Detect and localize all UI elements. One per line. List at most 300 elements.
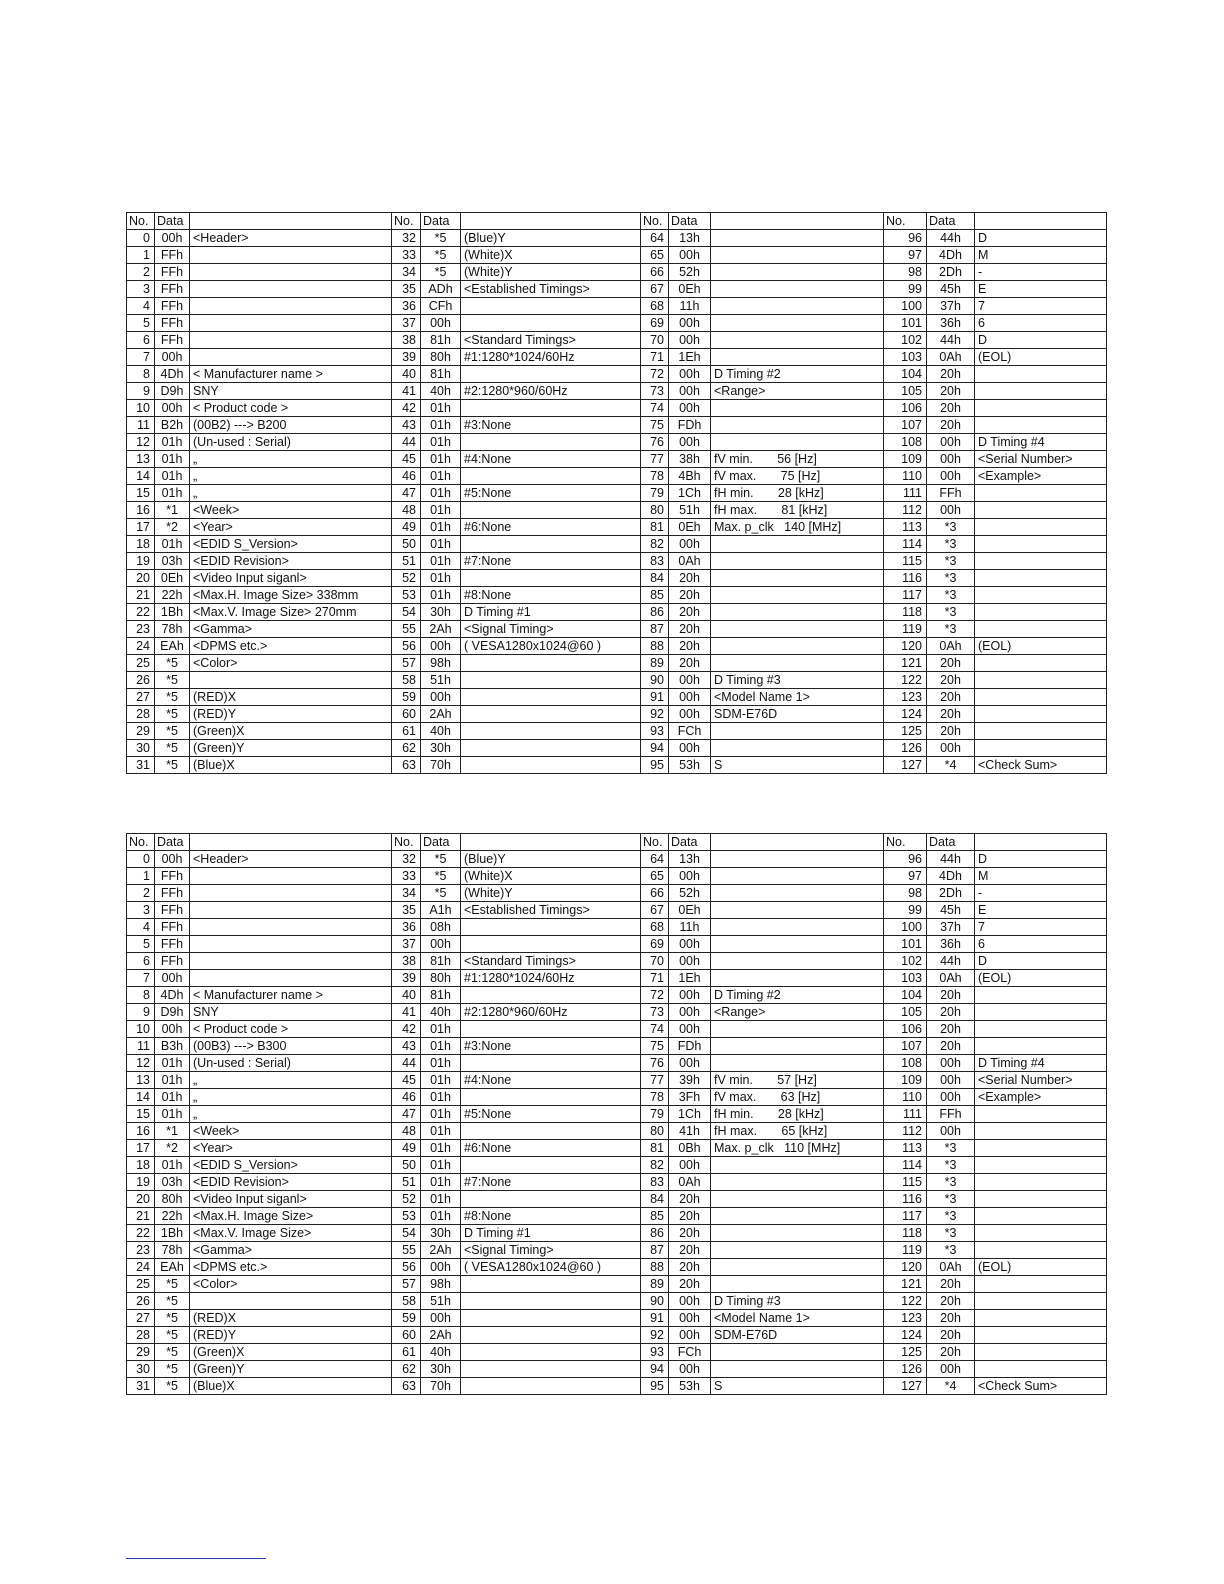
byte-number-cell: 42	[392, 1021, 421, 1038]
byte-value-cell: 20h	[927, 1344, 975, 1361]
table-row	[127, 281, 1107, 298]
byte-value-cell: 01h	[155, 1106, 190, 1123]
byte-description-cell: <Range>	[711, 383, 884, 400]
byte-description-cell: D	[975, 332, 1107, 349]
column-header-no: No.	[392, 834, 421, 851]
byte-number-cell: 85	[641, 1208, 669, 1225]
byte-value-cell: 01h	[155, 1089, 190, 1106]
byte-value-cell: *5	[155, 1310, 190, 1327]
byte-description-cell: ( VESA1280x1024@60 )	[461, 1259, 641, 1276]
byte-value-cell: *5	[155, 689, 190, 706]
byte-number-cell: 127	[884, 1378, 927, 1395]
byte-number-cell: 101	[884, 936, 927, 953]
byte-number-cell: 70	[641, 332, 669, 349]
byte-description-cell: <Header>	[190, 851, 392, 868]
byte-description-cell	[975, 553, 1107, 570]
byte-description-cell: 6	[975, 936, 1107, 953]
header-row	[127, 213, 1107, 230]
table-row	[127, 366, 1107, 383]
byte-value-cell: 81h	[421, 953, 461, 970]
byte-number-cell: 4	[127, 298, 155, 315]
byte-value-cell: *5	[155, 706, 190, 723]
byte-value-cell: 20h	[927, 1038, 975, 1055]
byte-number-cell: 37	[392, 936, 421, 953]
byte-description-cell	[461, 740, 641, 757]
byte-number-cell: 109	[884, 1072, 927, 1089]
byte-description-cell	[711, 919, 884, 936]
byte-value-cell: 1Bh	[155, 1225, 190, 1242]
byte-value-cell: 00h	[669, 366, 711, 383]
byte-number-cell: 21	[127, 1208, 155, 1225]
byte-value-cell: CFh	[421, 298, 461, 315]
byte-number-cell: 81	[641, 519, 669, 536]
column-header-description	[711, 213, 884, 230]
byte-number-cell: 25	[127, 655, 155, 672]
byte-value-cell: 98h	[421, 1276, 461, 1293]
byte-value-cell: 00h	[669, 1055, 711, 1072]
byte-value-cell: 00h	[669, 706, 711, 723]
byte-value-cell: 30h	[421, 1361, 461, 1378]
byte-description-cell	[461, 570, 641, 587]
byte-value-cell: 4Dh	[155, 987, 190, 1004]
byte-value-cell: 3Fh	[669, 1089, 711, 1106]
byte-description-cell	[461, 672, 641, 689]
byte-number-cell: 39	[392, 349, 421, 366]
byte-number-cell: 60	[392, 706, 421, 723]
byte-description-cell: #5:None	[461, 485, 641, 502]
byte-value-cell: FFh	[155, 298, 190, 315]
byte-number-cell: 98	[884, 264, 927, 281]
byte-description-cell: D	[975, 851, 1107, 868]
byte-description-cell: <Max.H. Image Size> 338mm	[190, 587, 392, 604]
byte-number-cell: 51	[392, 1174, 421, 1191]
byte-value-cell: 2Dh	[927, 264, 975, 281]
byte-description-cell: (00B2) ---> B200	[190, 417, 392, 434]
byte-number-cell: 74	[641, 1021, 669, 1038]
byte-number-cell: 59	[392, 1310, 421, 1327]
byte-description-cell	[975, 383, 1107, 400]
byte-number-cell: 106	[884, 1021, 927, 1038]
byte-number-cell: 7	[127, 349, 155, 366]
byte-number-cell: 28	[127, 706, 155, 723]
byte-value-cell: 01h	[421, 468, 461, 485]
byte-description-cell: <Week>	[190, 1123, 392, 1140]
byte-value-cell: 20h	[669, 1276, 711, 1293]
byte-description-cell: D	[975, 953, 1107, 970]
byte-description-cell	[711, 400, 884, 417]
byte-description-cell: (White)X	[461, 247, 641, 264]
byte-value-cell: 22h	[155, 587, 190, 604]
byte-description-cell	[711, 434, 884, 451]
byte-value-cell: 00h	[421, 315, 461, 332]
byte-number-cell: 87	[641, 621, 669, 638]
byte-value-cell: 00h	[421, 1259, 461, 1276]
byte-description-cell	[975, 706, 1107, 723]
byte-number-cell: 83	[641, 553, 669, 570]
byte-value-cell: *3	[927, 553, 975, 570]
edid-table-1	[126, 212, 1107, 774]
byte-number-cell: 104	[884, 987, 927, 1004]
byte-number-cell: 36	[392, 919, 421, 936]
column-header-data: Data	[421, 834, 461, 851]
byte-number-cell: 9	[127, 383, 155, 400]
byte-number-cell: 95	[641, 1378, 669, 1395]
byte-value-cell: 20h	[927, 672, 975, 689]
byte-value-cell: 20h	[669, 621, 711, 638]
table-row	[127, 1361, 1107, 1378]
byte-number-cell: 70	[641, 953, 669, 970]
byte-value-cell: *3	[927, 1191, 975, 1208]
byte-description-cell	[711, 332, 884, 349]
byte-number-cell: 1	[127, 247, 155, 264]
byte-number-cell: 11	[127, 417, 155, 434]
byte-value-cell: 00h	[669, 1157, 711, 1174]
byte-number-cell: 5	[127, 936, 155, 953]
byte-number-cell: 75	[641, 417, 669, 434]
byte-value-cell: 70h	[421, 757, 461, 774]
byte-description-cell: <Example>	[975, 468, 1107, 485]
byte-number-cell: 113	[884, 519, 927, 536]
byte-number-cell: 122	[884, 672, 927, 689]
byte-value-cell: 00h	[927, 1123, 975, 1140]
byte-number-cell: 74	[641, 400, 669, 417]
byte-description-cell	[975, 655, 1107, 672]
byte-value-cell: 01h	[421, 400, 461, 417]
byte-value-cell: 4Bh	[669, 468, 711, 485]
byte-value-cell: *5	[155, 1327, 190, 1344]
byte-description-cell	[711, 1225, 884, 1242]
byte-number-cell: 16	[127, 1123, 155, 1140]
byte-description-cell: E	[975, 902, 1107, 919]
byte-number-cell: 43	[392, 1038, 421, 1055]
byte-value-cell: *5	[155, 723, 190, 740]
byte-description-cell	[461, 1378, 641, 1395]
byte-value-cell: 20h	[669, 1242, 711, 1259]
byte-number-cell: 102	[884, 332, 927, 349]
byte-number-cell: 51	[392, 553, 421, 570]
byte-value-cell: FCh	[669, 723, 711, 740]
byte-number-cell: 26	[127, 1293, 155, 1310]
byte-value-cell: 01h	[421, 1123, 461, 1140]
table-row	[127, 1055, 1107, 1072]
byte-description-cell	[461, 987, 641, 1004]
byte-value-cell: 40h	[421, 723, 461, 740]
byte-number-cell: 81	[641, 1140, 669, 1157]
byte-number-cell: 76	[641, 1055, 669, 1072]
byte-number-cell: 101	[884, 315, 927, 332]
byte-number-cell: 124	[884, 706, 927, 723]
byte-description-cell	[461, 400, 641, 417]
byte-number-cell: 115	[884, 553, 927, 570]
table-row	[127, 298, 1107, 315]
byte-value-cell: 00h	[669, 740, 711, 757]
byte-number-cell: 82	[641, 536, 669, 553]
byte-number-cell: 18	[127, 536, 155, 553]
byte-description-cell: SDM-E76D	[711, 706, 884, 723]
table-row	[127, 383, 1107, 400]
byte-number-cell: 72	[641, 987, 669, 1004]
byte-description-cell: < Product code >	[190, 1021, 392, 1038]
byte-description-cell: -	[975, 264, 1107, 281]
byte-number-cell: 42	[392, 400, 421, 417]
byte-description-cell	[190, 919, 392, 936]
byte-description-cell: <Established Timings>	[461, 902, 641, 919]
byte-value-cell: 11h	[669, 919, 711, 936]
byte-number-cell: 89	[641, 655, 669, 672]
edid-table-2	[126, 833, 1107, 1395]
byte-description-cell	[461, 1361, 641, 1378]
byte-value-cell: *3	[927, 1225, 975, 1242]
byte-value-cell: 44h	[927, 851, 975, 868]
byte-number-cell: 125	[884, 1344, 927, 1361]
table-row	[127, 417, 1107, 434]
byte-description-cell	[461, 1276, 641, 1293]
column-header-description	[190, 834, 392, 851]
byte-number-cell: 76	[641, 434, 669, 451]
byte-value-cell: *3	[927, 1242, 975, 1259]
byte-number-cell: 107	[884, 417, 927, 434]
byte-value-cell: 00h	[155, 349, 190, 366]
byte-number-cell: 75	[641, 1038, 669, 1055]
byte-description-cell	[711, 953, 884, 970]
byte-description-cell	[711, 723, 884, 740]
byte-value-cell: 0Ah	[927, 349, 975, 366]
byte-description-cell: SNY	[190, 383, 392, 400]
byte-description-cell	[711, 587, 884, 604]
table-row	[127, 851, 1107, 868]
byte-number-cell: 24	[127, 1259, 155, 1276]
byte-number-cell: 73	[641, 1004, 669, 1021]
byte-value-cell: 20h	[927, 400, 975, 417]
byte-number-cell: 110	[884, 468, 927, 485]
byte-number-cell: 3	[127, 902, 155, 919]
column-header-data: Data	[155, 213, 190, 230]
byte-number-cell: 50	[392, 536, 421, 553]
byte-value-cell: 00h	[669, 1327, 711, 1344]
byte-description-cell	[711, 604, 884, 621]
byte-value-cell: 00h	[155, 851, 190, 868]
byte-number-cell: 6	[127, 953, 155, 970]
table-row	[127, 264, 1107, 281]
table-row	[127, 1208, 1107, 1225]
table-row	[127, 1276, 1107, 1293]
byte-number-cell: 100	[884, 919, 927, 936]
table-row	[127, 953, 1107, 970]
byte-description-cell	[461, 936, 641, 953]
byte-value-cell: 36h	[927, 936, 975, 953]
byte-value-cell: 41h	[669, 1123, 711, 1140]
byte-number-cell: 91	[641, 1310, 669, 1327]
byte-value-cell: 01h	[421, 570, 461, 587]
byte-description-cell	[975, 1344, 1107, 1361]
byte-number-cell: 17	[127, 1140, 155, 1157]
byte-description-cell: fH max. 65 [kHz]	[711, 1123, 884, 1140]
byte-value-cell: *5	[155, 1276, 190, 1293]
byte-number-cell: 67	[641, 281, 669, 298]
byte-description-cell: fH max. 81 [kHz]	[711, 502, 884, 519]
byte-description-cell: #4:None	[461, 1072, 641, 1089]
table-row	[127, 247, 1107, 264]
table-row	[127, 638, 1107, 655]
byte-number-cell: 107	[884, 1038, 927, 1055]
table-row	[127, 604, 1107, 621]
byte-description-cell: 7	[975, 298, 1107, 315]
byte-value-cell: 20h	[927, 706, 975, 723]
byte-number-cell: 86	[641, 604, 669, 621]
column-header-description	[461, 834, 641, 851]
table-row	[127, 740, 1107, 757]
byte-description-cell: (Green)X	[190, 723, 392, 740]
byte-number-cell: 33	[392, 868, 421, 885]
byte-description-cell	[711, 264, 884, 281]
byte-description-cell: „	[190, 485, 392, 502]
byte-number-cell: 25	[127, 1276, 155, 1293]
byte-value-cell: 11h	[669, 298, 711, 315]
byte-number-cell: 37	[392, 315, 421, 332]
byte-description-cell: < Product code >	[190, 400, 392, 417]
byte-number-cell: 48	[392, 502, 421, 519]
byte-number-cell: 73	[641, 383, 669, 400]
byte-description-cell: fV max. 63 [Hz]	[711, 1089, 884, 1106]
byte-value-cell: 1Eh	[669, 349, 711, 366]
byte-description-cell	[711, 315, 884, 332]
table-row	[127, 757, 1107, 774]
byte-description-cell	[461, 1157, 641, 1174]
byte-description-cell: <DPMS etc.>	[190, 638, 392, 655]
byte-description-cell	[190, 936, 392, 953]
byte-number-cell: 22	[127, 1225, 155, 1242]
byte-description-cell	[711, 655, 884, 672]
byte-value-cell: B3h	[155, 1038, 190, 1055]
byte-number-cell: 36	[392, 298, 421, 315]
byte-value-cell: D9h	[155, 383, 190, 400]
byte-number-cell: 58	[392, 1293, 421, 1310]
byte-description-cell	[461, 434, 641, 451]
byte-description-cell: <Video Input siganl>	[190, 570, 392, 587]
column-header-description	[461, 213, 641, 230]
byte-value-cell: 00h	[669, 689, 711, 706]
byte-value-cell: *2	[155, 519, 190, 536]
table-row	[127, 451, 1107, 468]
byte-number-cell: 50	[392, 1157, 421, 1174]
byte-description-cell	[711, 247, 884, 264]
byte-value-cell: 37h	[927, 919, 975, 936]
byte-value-cell: 13h	[669, 851, 711, 868]
byte-description-cell: Max. p_clk 110 [MHz]	[711, 1140, 884, 1157]
byte-value-cell: 01h	[155, 536, 190, 553]
byte-value-cell: 01h	[421, 536, 461, 553]
byte-description-cell	[711, 885, 884, 902]
byte-description-cell: „	[190, 1072, 392, 1089]
byte-description-cell	[190, 281, 392, 298]
byte-description-cell	[190, 672, 392, 689]
byte-description-cell	[190, 332, 392, 349]
byte-number-cell: 103	[884, 349, 927, 366]
table-row	[127, 553, 1107, 570]
byte-description-cell	[461, 315, 641, 332]
byte-number-cell: 80	[641, 1123, 669, 1140]
byte-value-cell: 00h	[669, 400, 711, 417]
byte-number-cell: 83	[641, 1174, 669, 1191]
column-header-description	[975, 213, 1107, 230]
byte-value-cell: ADh	[421, 281, 461, 298]
byte-description-cell: (00B3) ---> B300	[190, 1038, 392, 1055]
byte-description-cell	[975, 1123, 1107, 1140]
byte-description-cell	[461, 919, 641, 936]
footnote-separator	[126, 1558, 266, 1559]
table-row	[127, 1378, 1107, 1395]
table-row	[127, 919, 1107, 936]
byte-description-cell: D Timing #4	[975, 1055, 1107, 1072]
byte-number-cell: 33	[392, 247, 421, 264]
column-header-description	[190, 213, 392, 230]
byte-value-cell: 52h	[669, 264, 711, 281]
byte-description-cell: fV min. 57 [Hz]	[711, 1072, 884, 1089]
byte-description-cell	[711, 281, 884, 298]
byte-value-cell: 00h	[669, 936, 711, 953]
byte-value-cell: 53h	[669, 1378, 711, 1395]
byte-value-cell: FFh	[155, 281, 190, 298]
byte-value-cell: 00h	[669, 953, 711, 970]
byte-value-cell: 00h	[669, 383, 711, 400]
byte-value-cell: 20h	[927, 1293, 975, 1310]
byte-description-cell	[975, 723, 1107, 740]
byte-value-cell: 00h	[927, 434, 975, 451]
byte-number-cell: 44	[392, 1055, 421, 1072]
byte-number-cell: 23	[127, 1242, 155, 1259]
column-header-no: No.	[127, 834, 155, 851]
byte-description-cell	[461, 689, 641, 706]
byte-description-cell: (Green)Y	[190, 740, 392, 757]
byte-value-cell: 00h	[927, 1072, 975, 1089]
byte-number-cell: 105	[884, 383, 927, 400]
byte-number-cell: 27	[127, 689, 155, 706]
byte-value-cell: 20h	[669, 1191, 711, 1208]
byte-description-cell: #5:None	[461, 1106, 641, 1123]
byte-number-cell: 111	[884, 1106, 927, 1123]
byte-number-cell: 7	[127, 970, 155, 987]
byte-value-cell: 53h	[669, 757, 711, 774]
table-row	[127, 485, 1107, 502]
byte-number-cell: 88	[641, 638, 669, 655]
byte-description-cell	[975, 1191, 1107, 1208]
byte-number-cell: 97	[884, 868, 927, 885]
byte-value-cell: 0Eh	[669, 902, 711, 919]
byte-number-cell: 104	[884, 366, 927, 383]
byte-description-cell: E	[975, 281, 1107, 298]
table-row	[127, 1310, 1107, 1327]
byte-description-cell	[461, 1123, 641, 1140]
table-row	[127, 1259, 1107, 1276]
byte-value-cell: *3	[927, 1140, 975, 1157]
byte-number-cell: 80	[641, 502, 669, 519]
table-row	[127, 1072, 1107, 1089]
byte-description-cell: <Serial Number>	[975, 451, 1107, 468]
byte-value-cell: 00h	[927, 1361, 975, 1378]
byte-value-cell: 01h	[421, 1191, 461, 1208]
byte-value-cell: 20h	[927, 417, 975, 434]
byte-number-cell: 109	[884, 451, 927, 468]
byte-description-cell	[190, 264, 392, 281]
byte-description-cell	[190, 315, 392, 332]
table-row	[127, 902, 1107, 919]
byte-description-cell: <Model Name 1>	[711, 1310, 884, 1327]
byte-description-cell: (EOL)	[975, 349, 1107, 366]
byte-number-cell: 100	[884, 298, 927, 315]
byte-value-cell: 4Dh	[155, 366, 190, 383]
byte-value-cell: 81h	[421, 987, 461, 1004]
byte-description-cell	[461, 757, 641, 774]
